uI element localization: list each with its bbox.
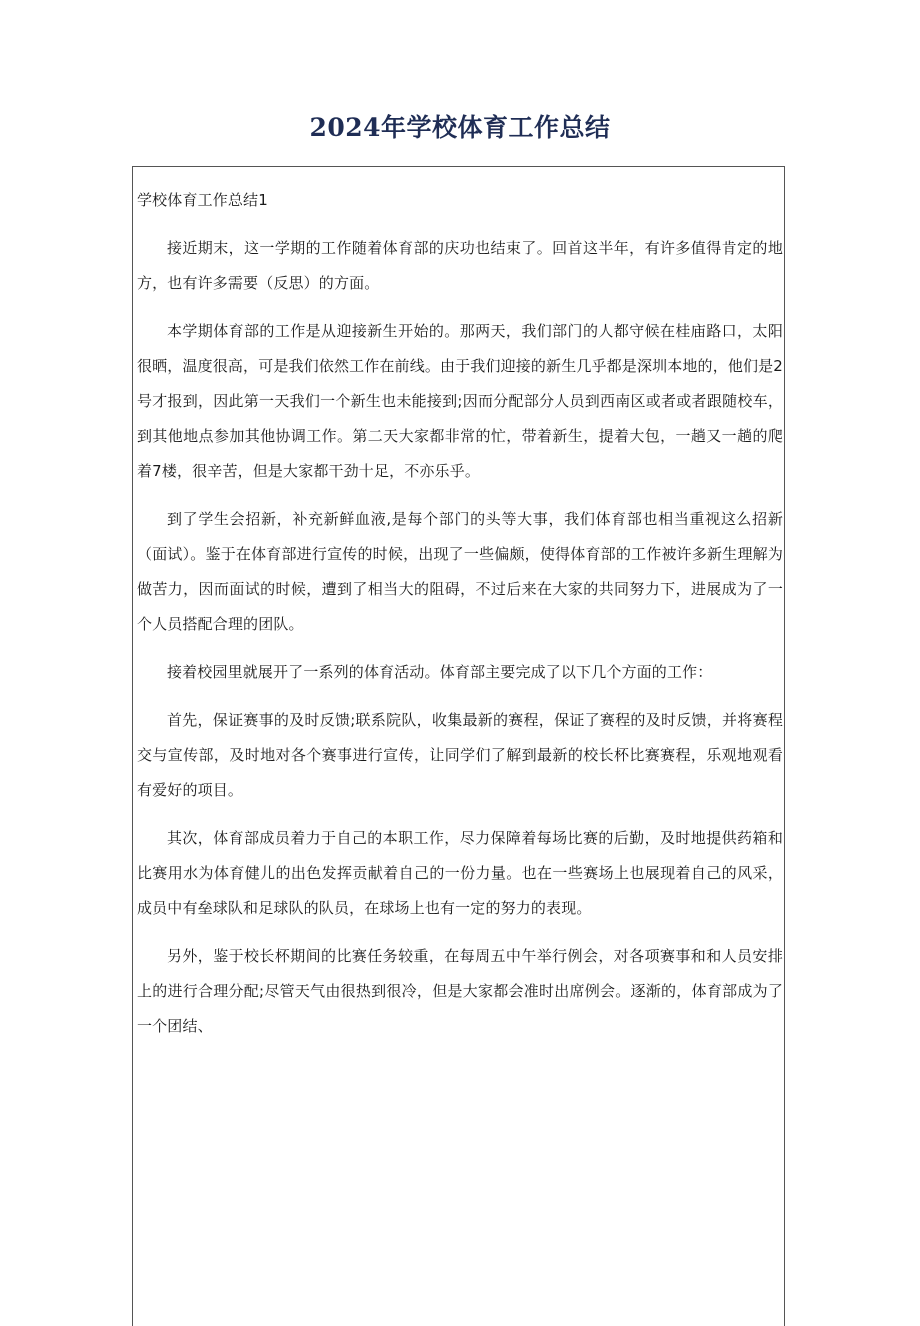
paragraph-7: 另外，鉴于校长杯期间的比赛任务较重，在每周五中午举行例会，对各项赛事和和人员安排上的进行合理分配;尽管天气由很热到很冷，但是大家都会准时出席例会。逐渐的，体育部成为了一个团结、 — [137, 947, 783, 1035]
paragraph-2: 本学期体育部的工作是从迎接新生开始的。那两天，我们部门的人都守候在桂庙路口，太阳很晒，温度很高，可是我们依然工作在前线。由于我们迎接的新生几乎都是深圳本地的，他们是2号才报到，因此第一天我们一个新生也未能接到;因而分配部分人员到西南区或者或者跟随校车，到其他地点参加其他协调工作。第二天大家都非常的忙，带着新生，提着大包，一趟又一趟的爬着7楼，很辛苦，但是大家都干劲十足，不亦乐乎。 — [137, 322, 783, 480]
paragraph-6: 其次，体育部成员着力于自己的本职工作，尽力保障着每场比赛的后勤，及时地提供药箱和比赛用水为体育健儿的出色发挥贡献着自己的一份力量。也在一些赛场上也展现着自己的风采，成员中有垒球队和足球队的队员，在球场上也有一定的努力的表现。 — [137, 829, 783, 917]
document-body — [137, 183, 783, 1057]
document-title: 2024年学校体育工作总结 — [309, 113, 611, 142]
paragraph-3: 到了学生会招新，补充新鲜血液,是每个部门的头等大事，我们体育部也相当重视这么招新（面试）。鉴于在体育部进行宣传的时候，出现了一些偏颇，使得体育部的工作被许多新生理解为做苦力，因而面试的时候，遭到了相当大的阻碍，不过后来在大家的共同努力下，进展成为了一个人员搭配合理的团队。 — [137, 510, 783, 633]
paragraph-5: 首先，保证赛事的及时反馈;联系院队，收集最新的赛程，保证了赛程的及时反馈，并将赛程交与宣传部，及时地对各个赛事进行宣传，让同学们了解到最新的校长杯比赛赛程，乐观地观看有爱好的项目。 — [137, 711, 783, 799]
paragraph-1: 接近期末，这一学期的工作随着体育部的庆功也结束了。回首这半年，有许多值得肯定的地方，也有许多需要（反思）的方面。 — [137, 239, 783, 292]
section-heading: 学校体育工作总结1 — [137, 191, 268, 209]
paragraph-4: 接着校园里就展开了一系列的体育活动。体育部主要完成了以下几个方面的工作： — [167, 663, 713, 681]
